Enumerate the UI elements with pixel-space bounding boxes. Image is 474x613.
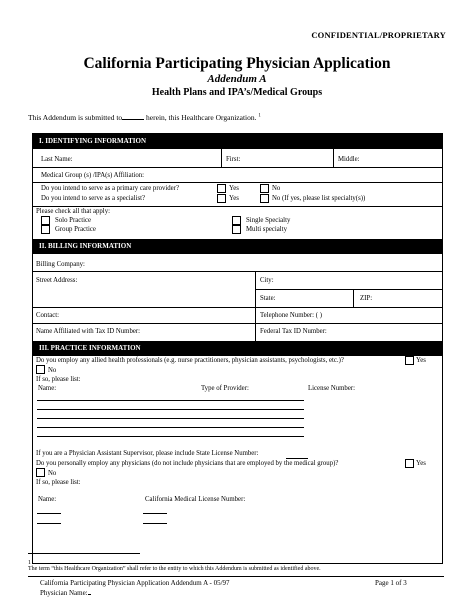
physicians-if-so-label: If so, please list: <box>36 479 81 486</box>
confidential-label: CONFIDENTIAL/PROPRIETARY <box>311 30 446 40</box>
footnote-text: The term “this Healthcare Organization” shall refer to the entity to which this Addendum is submitted as identified above. <box>28 566 321 572</box>
pcp-no-checkbox[interactable] <box>260 184 269 193</box>
physician-name-blank-1[interactable] <box>37 513 61 514</box>
single-specialty-label: Single Specialty <box>246 217 291 224</box>
footer-divider <box>28 576 444 577</box>
multi-specialty-label: Multi specialty <box>246 226 287 233</box>
employ-physicians-question: Do you personally employ any physicians (do not include physicians that are employed by the medical group)? <box>36 460 339 467</box>
physician-license-blank-2[interactable] <box>143 523 167 524</box>
solo-practice-label: Solo Practice <box>55 217 92 224</box>
intro-statement <box>28 112 261 122</box>
allied-list-line-5[interactable] <box>37 436 304 437</box>
city-label: City: <box>260 277 274 284</box>
healthcare-org-blank[interactable] <box>122 112 144 120</box>
contact-label: Contact: <box>36 312 60 319</box>
allied-if-so-label: If so, please list: <box>36 376 81 383</box>
pcp-yes-label: Yes <box>229 185 239 192</box>
intro-text-after: herein, this Healthcare Organization. <box>144 113 257 122</box>
federal-tax-id-label: Federal Tax ID Number: <box>260 328 327 335</box>
specialist-yes-checkbox[interactable] <box>217 194 226 203</box>
physician-license-blank-1[interactable] <box>143 513 167 514</box>
specialist-question: Do you intend to serve as a specialist? <box>41 195 146 202</box>
allied-list-line-1[interactable] <box>37 400 304 401</box>
pa-license-blank[interactable] <box>286 458 308 459</box>
multi-specialty-checkbox[interactable] <box>232 225 241 234</box>
intro-text-before: This Addendum is submitted to <box>28 113 123 122</box>
street-address-label: Street Address: <box>36 277 78 284</box>
physician-name-blank[interactable] <box>88 588 91 595</box>
footer-form-id: California Participating Physician Application Addendum A - 05/97 <box>40 579 230 587</box>
group-practice-checkbox[interactable] <box>41 225 50 234</box>
page-title: California Participating Physician Application <box>83 55 391 72</box>
section-identifying-header: I. IDENTIFYING INFORMATION <box>33 134 442 149</box>
pcp-yes-checkbox[interactable] <box>217 184 226 193</box>
section-billing-header: II. BILLING INFORMATION <box>33 239 442 254</box>
footnote-ref: 1 <box>258 113 261 119</box>
allied-list-line-2[interactable] <box>37 409 304 410</box>
allied-health-question: Do you employ any allied health professionals (e.g. nurse practitioners, physician assistants, psychologists, etc.)? <box>36 357 344 364</box>
first-name-label: First: <box>226 156 241 163</box>
footnote-divider <box>28 553 140 554</box>
addendum-label: Addendum A <box>207 73 267 85</box>
license-number-column: License Number: <box>308 385 355 392</box>
provider-type-column: Type of Provider: <box>201 385 249 392</box>
tax-id-name-label: Name Affiliated with Tax ID Number: <box>36 328 141 335</box>
pcp-question: Do you intend to serve as a primary care provider? <box>41 185 179 192</box>
zip-label: ZIP: <box>360 295 373 302</box>
solo-practice-checkbox[interactable] <box>41 216 50 225</box>
ca-license-column: California Medical License Number: <box>145 496 246 503</box>
allied-no-label: No <box>48 367 57 374</box>
allied-yes-checkbox[interactable] <box>405 356 414 365</box>
physician-name-blank-2[interactable] <box>37 523 61 524</box>
physician-name-column: Name: <box>38 496 57 503</box>
allied-list-line-3[interactable] <box>37 418 304 419</box>
physician-name-label: Physician Name: <box>40 589 88 597</box>
specialist-yes-label: Yes <box>229 195 239 202</box>
billing-company-label: Billing Company: <box>36 261 85 268</box>
specialist-no-checkbox[interactable] <box>260 194 269 203</box>
telephone-label: Telephone Number: ( ) <box>260 312 322 319</box>
allied-yes-label: Yes <box>416 357 426 364</box>
allied-name-column: Name: <box>38 385 57 392</box>
physicians-no-label: No <box>48 470 57 477</box>
application-form <box>32 133 443 564</box>
footnote-number: 1 <box>28 560 31 566</box>
physicians-no-checkbox[interactable] <box>36 468 45 477</box>
physicians-yes-label: Yes <box>416 460 426 467</box>
check-all-label: Please check all that apply: <box>36 208 110 215</box>
single-specialty-checkbox[interactable] <box>232 216 241 225</box>
group-practice-label: Group Practice <box>55 226 96 233</box>
physicians-yes-checkbox[interactable] <box>405 459 414 468</box>
specialist-no-label: No (If yes, please list specialty(s)) <box>272 195 366 202</box>
page-number: Page 1 of 3 <box>375 579 407 587</box>
pa-supervisor-label: If you are a Physician Assistant Supervisor, please include State License Number: <box>36 450 259 457</box>
middle-name-label: Middle: <box>338 156 360 163</box>
footer-physician-name <box>40 588 91 597</box>
last-name-label: Last Name: <box>41 156 73 163</box>
allied-no-checkbox[interactable] <box>36 365 45 374</box>
state-label: State: <box>260 295 276 302</box>
pcp-no-label: No <box>272 185 281 192</box>
medical-group-label: Medical Group (s) /IPA(s) Affiliation: <box>41 172 145 179</box>
page-subtitle: Health Plans and IPA’s/Medical Groups <box>151 87 323 98</box>
section-practice-header: III. PRACTICE INFORMATION <box>33 341 442 356</box>
allied-list-line-4[interactable] <box>37 427 304 428</box>
